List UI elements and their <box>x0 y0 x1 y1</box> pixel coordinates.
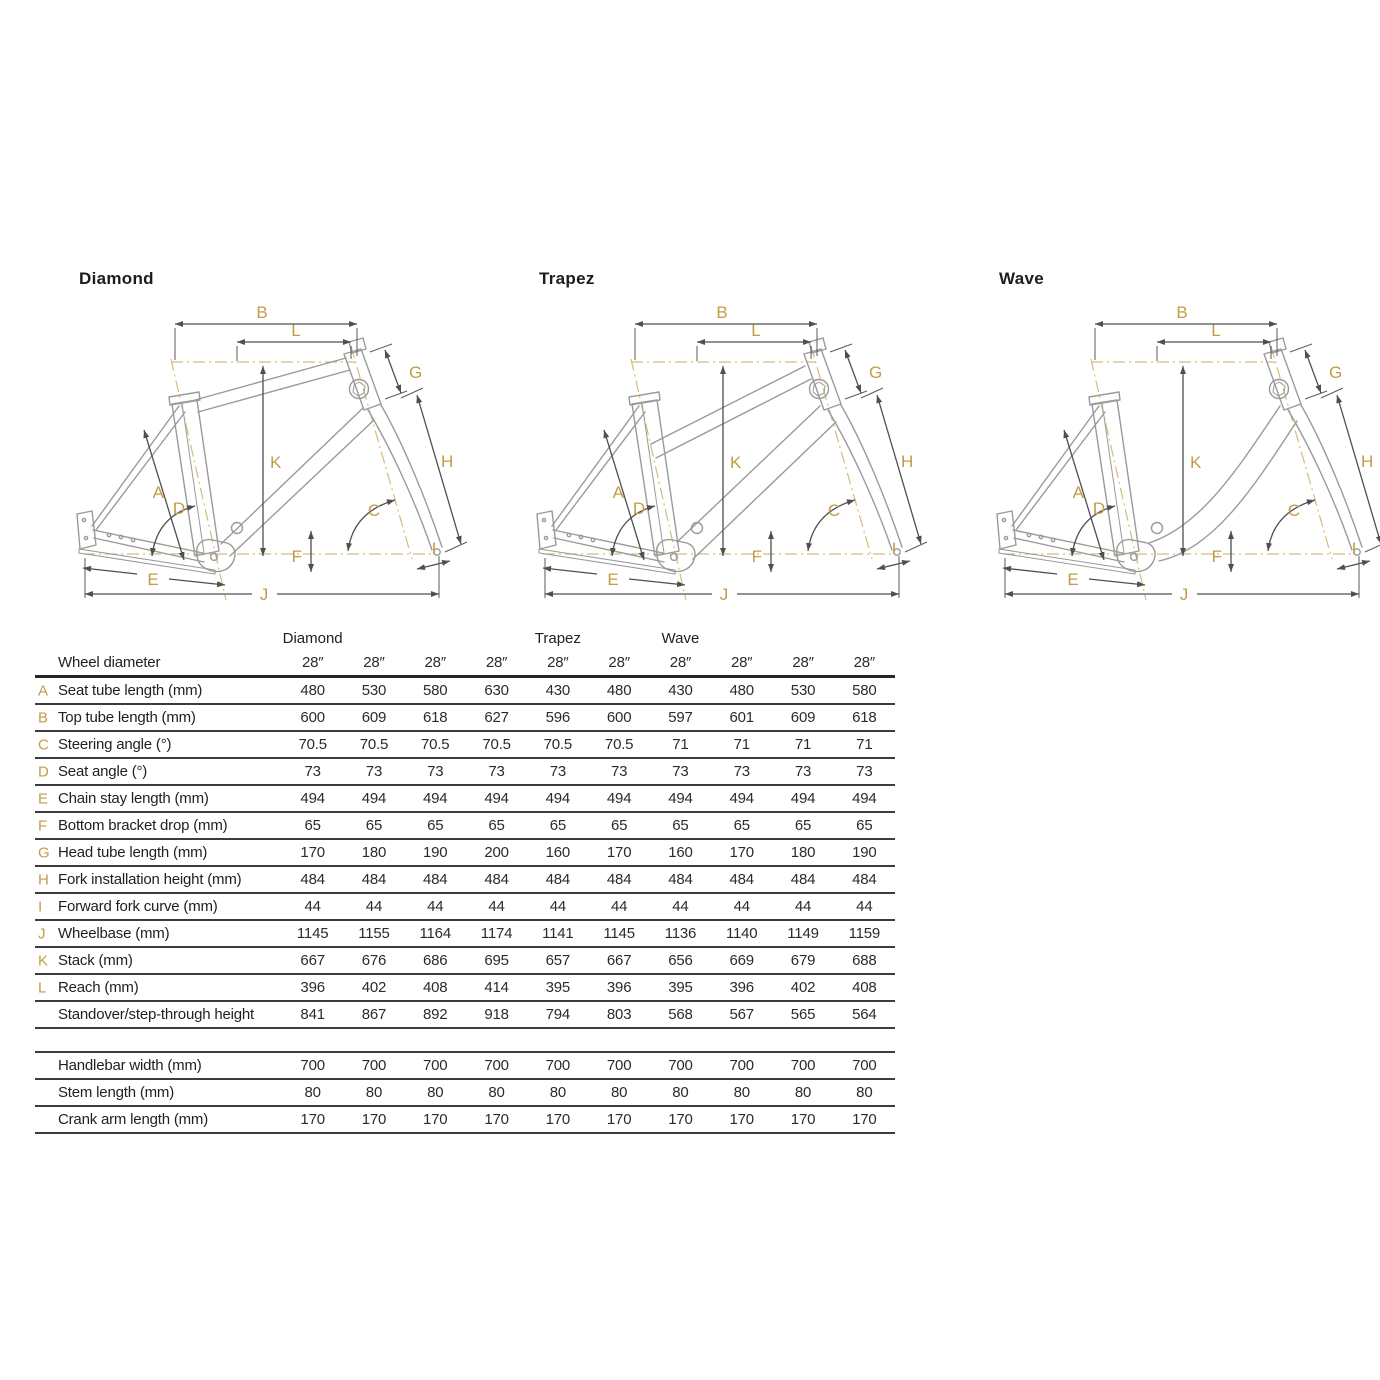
component-value-cell: 80 <box>488 1084 505 1101</box>
component-value-cell: 80 <box>794 1084 812 1101</box>
wheel-diameter-cell: 28″ <box>301 654 324 671</box>
geometry-value-cell: 73 <box>304 763 321 780</box>
component-value-cell: 170 <box>606 1111 632 1128</box>
row-label: Crank arm length (mm) <box>58 1111 208 1128</box>
geometry-value-cell: 73 <box>610 763 628 780</box>
row-letter: J <box>38 925 46 942</box>
geometry-value-cell: 494 <box>361 790 387 807</box>
row-letter: G <box>38 844 50 861</box>
table-group-header-row <box>35 626 895 650</box>
geometry-value-cell: 484 <box>668 871 693 888</box>
geometry-value-cell: 408 <box>852 979 877 996</box>
frame-diagram-trapez <box>525 269 959 612</box>
geometry-value-cell: 200 <box>484 844 509 861</box>
geometry-value-cell: 414 <box>484 979 509 996</box>
geometry-value-cell: 70.5 <box>543 736 573 753</box>
geometry-value-cell: 73 <box>672 763 689 780</box>
component-value-cell: 170 <box>790 1111 816 1128</box>
row-letter: F <box>38 817 47 834</box>
component-value-cell: 700 <box>300 1057 325 1074</box>
geometry-value-cell: 794 <box>545 1006 571 1023</box>
geometry-value-cell: 609 <box>361 709 387 726</box>
row-letter: K <box>38 952 48 969</box>
geometry-value-cell: 484 <box>361 871 387 888</box>
geometry-value-cell: 430 <box>668 682 693 699</box>
geometry-value-cell: 190 <box>852 844 877 861</box>
geometry-value-cell: 695 <box>484 952 509 969</box>
geometry-value-cell: 580 <box>852 682 877 699</box>
geometry-value-cell: 44 <box>794 898 812 915</box>
geometry-value-cell: 44 <box>672 898 689 915</box>
row-label: E Chain stay length (mm) <box>38 790 209 807</box>
geometry-value-cell: 841 <box>300 1006 325 1023</box>
row-label: Wheel diameter <box>58 654 161 671</box>
component-value-cell: 80 <box>856 1084 873 1101</box>
geometry-value-cell: 180 <box>790 844 816 861</box>
wheel-diameter-cell: 28″ <box>731 654 753 671</box>
frame-drawing-wave <box>985 302 1380 612</box>
geometry-row <box>35 705 895 732</box>
wheel-diameter-cell: 28″ <box>547 654 569 671</box>
row-letter: B <box>38 709 48 726</box>
geometry-value-cell: 170 <box>729 844 754 861</box>
geometry-row <box>35 948 895 975</box>
component-value-cell: 170 <box>729 1111 754 1128</box>
geometry-value-cell: 160 <box>668 844 693 861</box>
wheel-diameter-cell: 28″ <box>853 654 876 671</box>
geometry-value-cell: 65 <box>733 817 750 834</box>
geometry-row <box>35 813 895 840</box>
geometry-value-cell: 190 <box>423 844 448 861</box>
geometry-value-cell: 568 <box>668 1006 693 1023</box>
geometry-value-cell: 71 <box>672 736 689 753</box>
row-label: H Fork installation height (mm) <box>38 871 242 888</box>
geometry-value-cell: 402 <box>790 979 816 996</box>
geometry-value-cell: 73 <box>856 763 873 780</box>
geometry-value-cell: 597 <box>668 709 693 726</box>
group-header-cell: Wave <box>661 629 700 647</box>
component-value-cell: 700 <box>361 1057 387 1074</box>
geometry-value-cell: 669 <box>729 952 754 969</box>
geometry-value-cell: 618 <box>423 709 448 726</box>
geometry-value-cell: 657 <box>545 952 571 969</box>
geometry-value-cell: 65 <box>488 817 505 834</box>
geometry-value-cell: 65 <box>365 817 383 834</box>
geometry-value-cell: 480 <box>606 682 632 699</box>
geometry-value-cell: 494 <box>668 790 693 807</box>
geometry-value-cell: 565 <box>790 1006 816 1023</box>
wheel-diameter-cell: 28″ <box>792 654 814 671</box>
geometry-value-cell: 44 <box>304 898 321 915</box>
geometry-value-cell: 65 <box>672 817 689 834</box>
wheel-diameter-cell: 28″ <box>669 654 692 671</box>
geometry-value-cell: 44 <box>856 898 873 915</box>
geometry-value-cell: 627 <box>484 709 509 726</box>
component-value-cell: 80 <box>610 1084 628 1101</box>
row-label: L Reach (mm) <box>38 979 139 996</box>
geometry-value-cell: 73 <box>549 763 566 780</box>
geometry-row <box>35 759 895 786</box>
group-header-cell: Trapez <box>534 629 581 647</box>
geometry-value-cell: 618 <box>852 709 877 726</box>
geometry-value-cell: 44 <box>365 898 383 915</box>
geometry-value-cell: 70.5 <box>298 736 327 753</box>
geometry-value-cell: 494 <box>545 790 571 807</box>
geometry-value-cell: 1155 <box>358 925 390 942</box>
geometry-value-cell: 494 <box>423 790 448 807</box>
geometry-value-cell: 580 <box>423 682 448 699</box>
wheel-diameter-cell: 28″ <box>608 654 630 671</box>
row-label: A Seat tube length (mm) <box>38 682 203 699</box>
geometry-value-cell: 430 <box>545 682 571 699</box>
geometry-value-cell: 918 <box>484 1006 509 1023</box>
geometry-value-cell: 480 <box>300 682 325 699</box>
row-letter: I <box>38 898 42 915</box>
geometry-value-cell: 667 <box>300 952 325 969</box>
geometry-value-cell: 180 <box>361 844 387 861</box>
component-value-cell: 80 <box>427 1084 444 1101</box>
geometry-row <box>35 975 895 1002</box>
geometry-value-cell: 160 <box>545 844 571 861</box>
geometry-value-cell: 676 <box>361 952 387 969</box>
component-value-cell: 170 <box>484 1111 509 1128</box>
geometry-value-cell: 65 <box>549 817 566 834</box>
geometry-value-cell: 484 <box>423 871 448 888</box>
geometry-value-cell: 1159 <box>848 925 881 942</box>
component-value-cell: 700 <box>790 1057 816 1074</box>
row-label: Handlebar width (mm) <box>58 1057 202 1074</box>
geometry-value-cell: 484 <box>300 871 325 888</box>
row-label: B Top tube length (mm) <box>38 709 196 726</box>
frame-diagram-wave <box>985 269 1380 612</box>
geometry-value-cell: 1174 <box>480 925 513 942</box>
geometry-value-cell: 494 <box>729 790 754 807</box>
row-label: I Forward fork curve (mm) <box>38 898 218 915</box>
geometry-value-cell: 44 <box>610 898 628 915</box>
row-label: D Seat angle (°) <box>38 763 148 780</box>
geometry-value-cell: 71 <box>733 736 750 753</box>
component-value-cell: 170 <box>361 1111 387 1128</box>
geometry-value-cell: 484 <box>790 871 816 888</box>
component-value-cell: 170 <box>300 1111 325 1128</box>
geometry-value-cell: 71 <box>794 736 812 753</box>
geometry-row <box>35 867 895 894</box>
geometry-value-cell: 44 <box>488 898 505 915</box>
geometry-value-cell: 494 <box>790 790 816 807</box>
geometry-value-cell: 70.5 <box>421 736 450 753</box>
geometry-value-cell: 1145 <box>296 925 329 942</box>
geometry-value-cell: 494 <box>300 790 325 807</box>
geometry-value-cell: 596 <box>545 709 571 726</box>
row-label: F Bottom bracket drop (mm) <box>38 817 228 834</box>
geometry-value-cell: 73 <box>488 763 505 780</box>
geometry-row <box>35 1002 895 1029</box>
geometry-value-cell: 1136 <box>664 925 697 942</box>
geometry-row <box>35 894 895 921</box>
geometry-value-cell: 601 <box>729 709 754 726</box>
geometry-value-cell: 73 <box>794 763 812 780</box>
component-value-cell: 80 <box>733 1084 750 1101</box>
component-value-cell: 170 <box>852 1111 877 1128</box>
geometry-value-cell: 494 <box>852 790 877 807</box>
wheel-diameter-cell: 28″ <box>485 654 508 671</box>
geometry-value-cell: 679 <box>790 952 816 969</box>
geometry-value-cell: 1140 <box>725 925 758 942</box>
row-label: Stem length (mm) <box>58 1084 174 1101</box>
geometry-value-cell: 71 <box>856 736 873 753</box>
geometry-row <box>35 786 895 813</box>
component-value-cell: 700 <box>423 1057 448 1074</box>
geometry-value-cell: 656 <box>668 952 693 969</box>
geometry-value-cell: 170 <box>606 844 632 861</box>
geometry-value-cell: 480 <box>729 682 754 699</box>
component-value-cell: 170 <box>545 1111 571 1128</box>
geometry-value-cell: 484 <box>484 871 509 888</box>
geometry-value-cell: 73 <box>365 763 383 780</box>
frame-drawing-trapez <box>525 302 955 612</box>
geometry-value-cell: 396 <box>606 979 632 996</box>
geometry-value-cell: 630 <box>484 682 509 699</box>
geometry-value-cell: 408 <box>423 979 448 996</box>
component-value-cell: 80 <box>549 1084 566 1101</box>
geometry-value-cell: 803 <box>606 1006 632 1023</box>
geometry-value-cell: 892 <box>423 1006 448 1023</box>
wheel-diameter-cell: 28″ <box>424 654 446 671</box>
geometry-value-cell: 396 <box>300 979 325 996</box>
geometry-value-cell: 70.5 <box>359 736 389 753</box>
geometry-value-cell: 402 <box>361 979 387 996</box>
geometry-value-cell: 494 <box>484 790 509 807</box>
geometry-row <box>35 921 895 948</box>
geometry-value-cell: 65 <box>610 817 628 834</box>
diagram-title-diamond: Diamond <box>79 269 154 288</box>
geometry-value-cell: 530 <box>361 682 387 699</box>
geometry-value-cell: 44 <box>549 898 566 915</box>
geometry-row <box>35 840 895 867</box>
wheel-diameter-cell: 28″ <box>363 654 385 671</box>
geometry-value-cell: 600 <box>606 709 632 726</box>
geometry-value-cell: 73 <box>427 763 444 780</box>
geometry-value-cell: 494 <box>606 790 632 807</box>
geometry-value-cell: 1145 <box>603 925 635 942</box>
geometry-value-cell: 484 <box>729 871 754 888</box>
row-letter: L <box>38 979 47 996</box>
component-row <box>35 1080 895 1107</box>
row-letter: H <box>38 871 49 888</box>
frame-diagram-diamond <box>65 269 499 612</box>
geometry-value-cell: 65 <box>304 817 321 834</box>
geometry-value-cell: 1141 <box>542 925 574 942</box>
component-value-cell: 80 <box>304 1084 321 1101</box>
row-label: Standover/step-through height <box>58 1006 255 1023</box>
component-value-cell: 80 <box>365 1084 383 1101</box>
row-label: C Steering angle (°) <box>38 736 172 753</box>
geometry-value-cell: 395 <box>545 979 571 996</box>
geometry-value-cell: 530 <box>790 682 816 699</box>
geometry-value-cell: 867 <box>361 1006 387 1023</box>
geometry-value-cell: 70.5 <box>482 736 511 753</box>
component-value-cell: 170 <box>423 1111 448 1128</box>
geometry-value-cell: 396 <box>729 979 754 996</box>
component-row <box>35 1051 895 1080</box>
component-value-cell: 700 <box>668 1057 693 1074</box>
component-row <box>35 1107 895 1134</box>
geometry-value-cell: 44 <box>733 898 750 915</box>
geometry-value-cell: 484 <box>852 871 877 888</box>
geometry-row <box>35 732 895 759</box>
geometry-value-cell: 395 <box>668 979 693 996</box>
geometry-value-cell: 609 <box>790 709 816 726</box>
geometry-value-cell: 65 <box>427 817 444 834</box>
component-rows-block <box>35 1051 895 1134</box>
geometry-value-cell: 44 <box>427 898 444 915</box>
geometry-value-cell: 73 <box>733 763 750 780</box>
geometry-value-cell: 1149 <box>787 925 819 942</box>
geometry-value-cell: 170 <box>300 844 325 861</box>
geometry-value-cell: 484 <box>606 871 632 888</box>
geometry-value-cell: 564 <box>852 1006 877 1023</box>
component-value-cell: 170 <box>668 1111 693 1128</box>
row-label: K Stack (mm) <box>38 952 133 969</box>
wheel-diameter-row <box>35 650 895 678</box>
geometry-value-cell: 65 <box>794 817 812 834</box>
geometry-row <box>35 678 895 705</box>
geometry-value-cell: 1164 <box>419 925 451 942</box>
geometry-value-cell: 688 <box>852 952 877 969</box>
geometry-value-cell: 686 <box>423 952 448 969</box>
geometry-value-cell: 65 <box>856 817 873 834</box>
diagram-title-trapez: Trapez <box>539 269 595 288</box>
component-value-cell: 700 <box>852 1057 877 1074</box>
geometry-value-cell: 600 <box>300 709 325 726</box>
geometry-value-cell: 70.5 <box>604 736 634 753</box>
diagram-title-wave: Wave <box>999 269 1044 288</box>
row-label: J Wheelbase (mm) <box>38 925 170 942</box>
table-spacer <box>35 1029 895 1051</box>
row-letter: C <box>38 736 49 753</box>
component-value-cell: 700 <box>729 1057 754 1074</box>
component-value-cell: 700 <box>606 1057 632 1074</box>
group-header-cell: Diamond <box>282 629 343 647</box>
row-letter: D <box>38 763 49 780</box>
row-label: G Head tube length (mm) <box>38 844 208 861</box>
row-letter: E <box>38 790 48 807</box>
geometry-value-cell: 667 <box>606 952 632 969</box>
component-value-cell: 700 <box>545 1057 571 1074</box>
frame-drawing-diamond <box>65 302 495 612</box>
row-letter: A <box>38 682 48 699</box>
geometry-value-cell: 567 <box>729 1006 754 1023</box>
component-value-cell: 80 <box>672 1084 689 1101</box>
geometry-value-cell: 484 <box>545 871 571 888</box>
geometry-table <box>35 626 895 1134</box>
component-value-cell: 700 <box>484 1057 509 1074</box>
